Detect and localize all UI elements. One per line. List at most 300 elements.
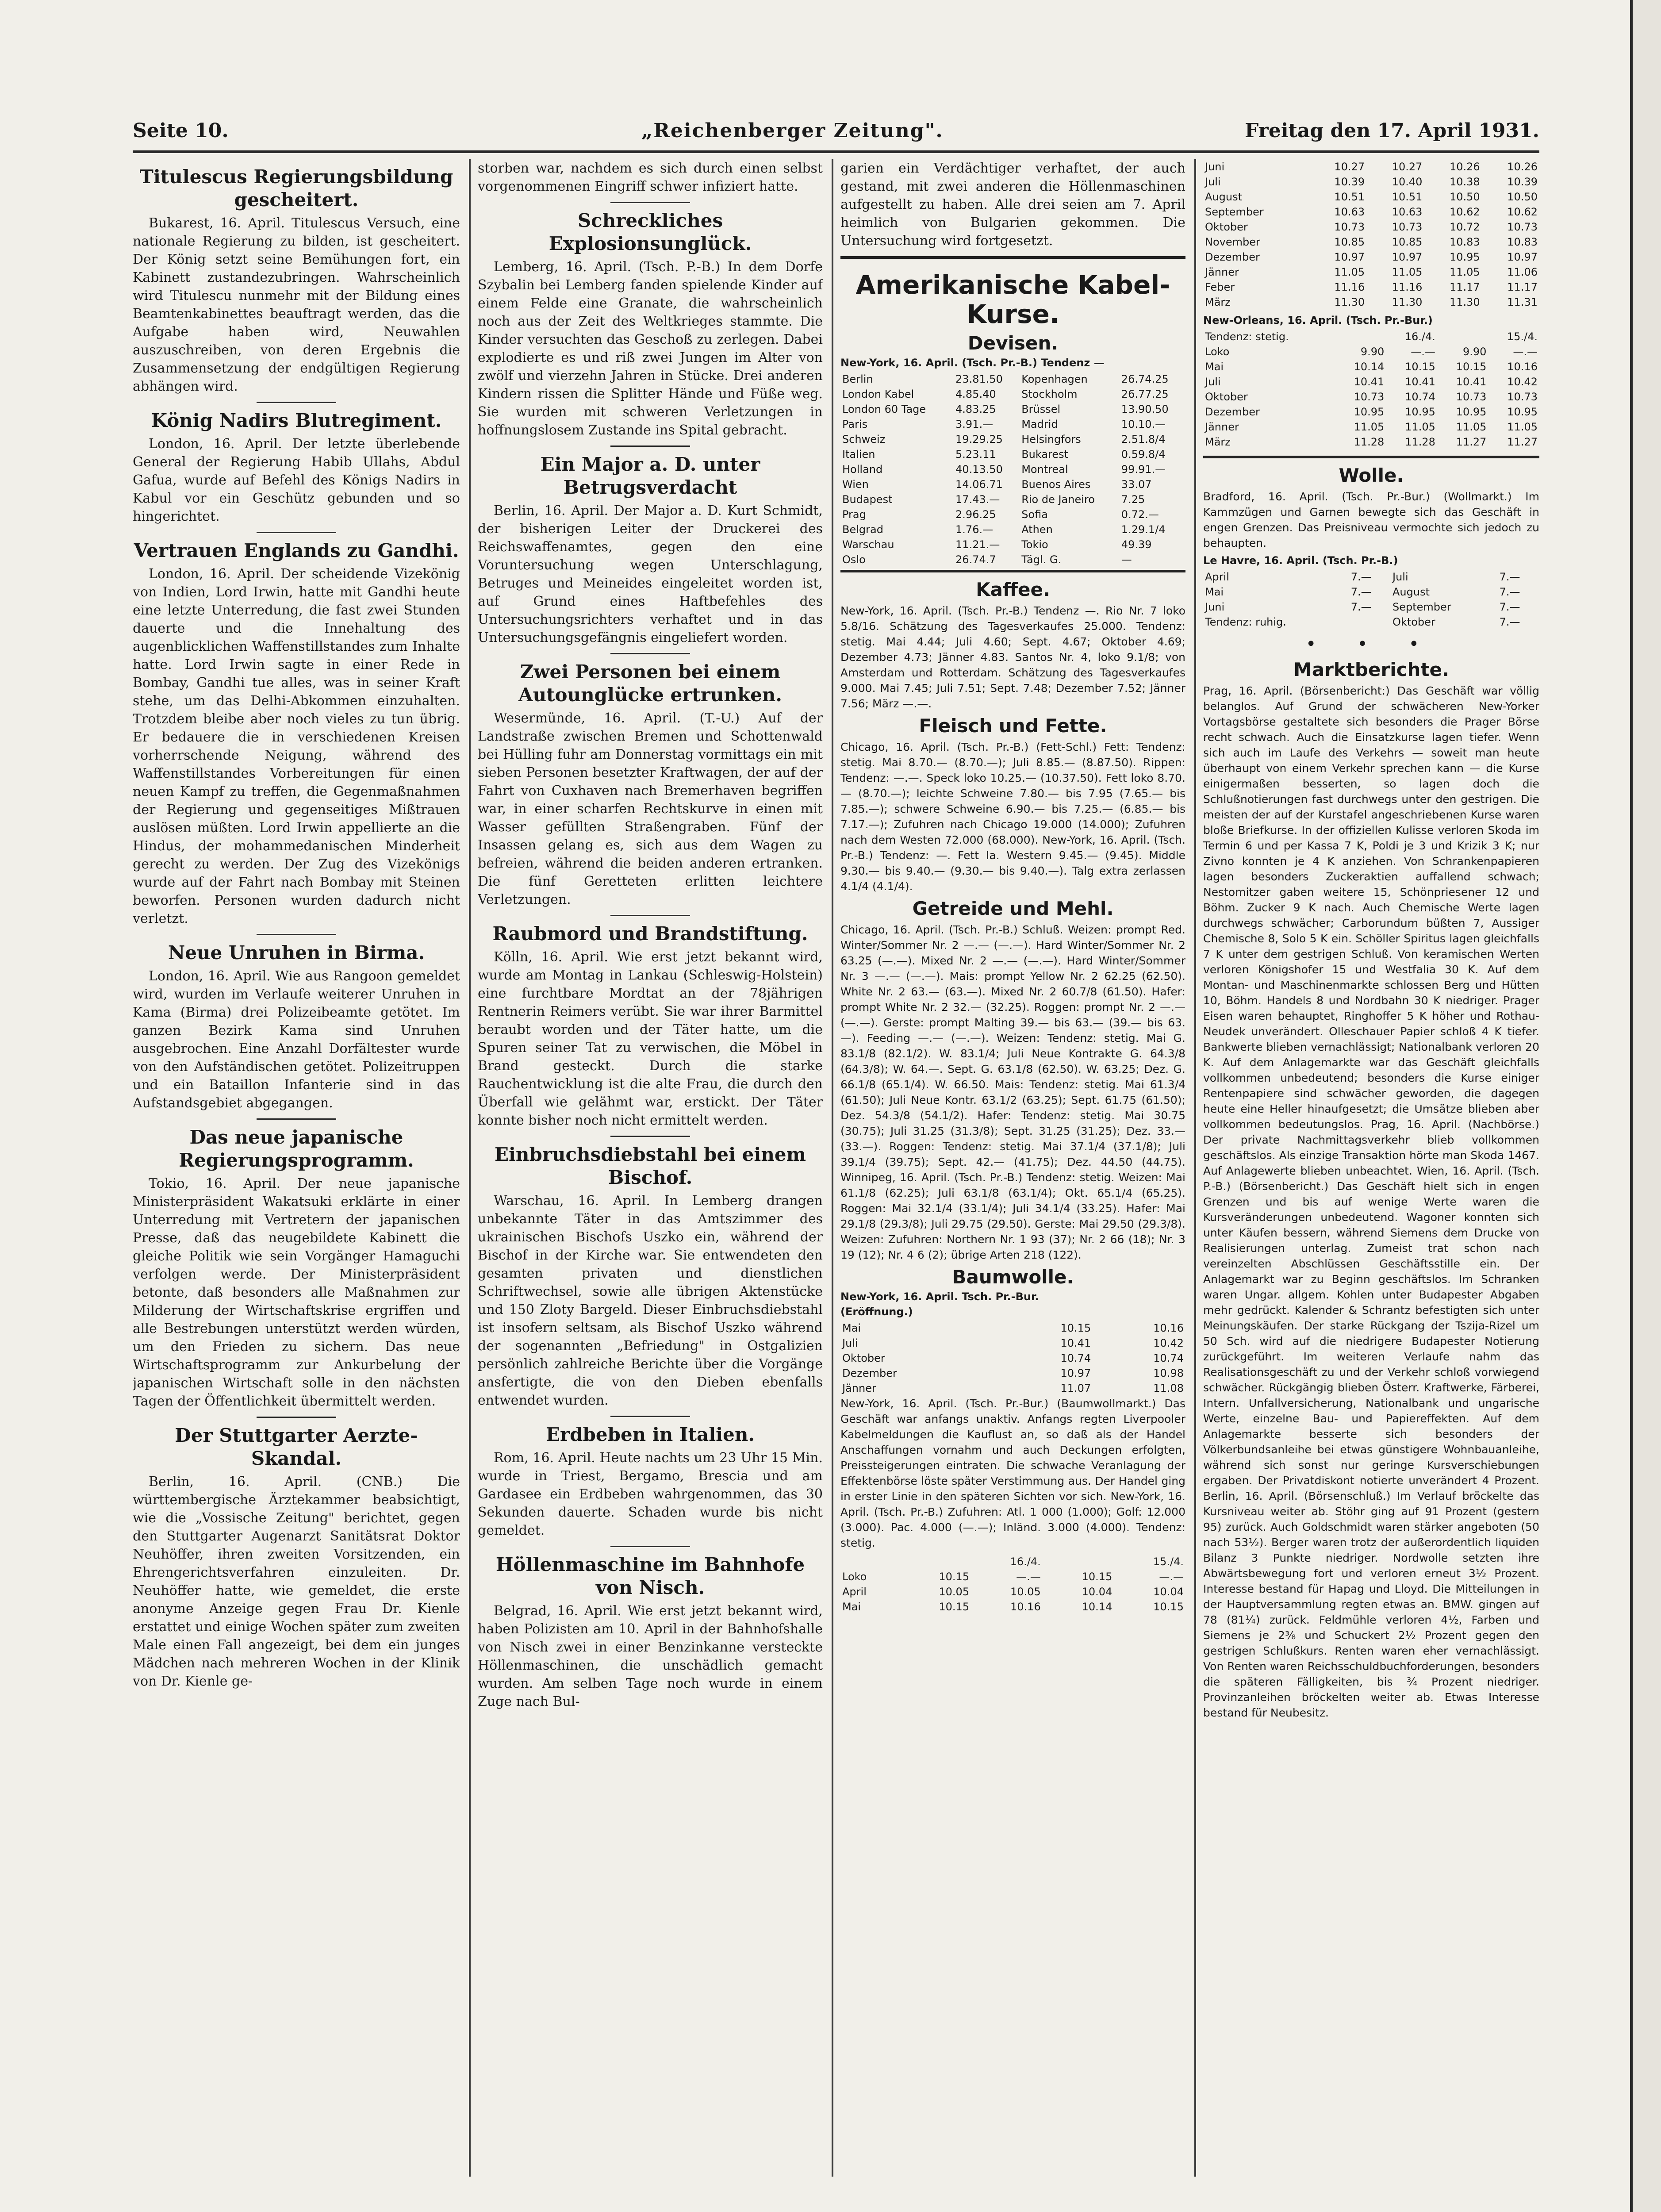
table-cell: Dezember xyxy=(1205,406,1260,418)
table-cell: 2.51.8/4 xyxy=(1121,433,1166,445)
table-cell: September xyxy=(1205,206,1264,218)
article-headline: Das neue japanische Regierungsprogramm. xyxy=(179,1126,414,1171)
table-cell: — xyxy=(1121,553,1132,566)
table-cell: 4.85.40 xyxy=(955,388,996,400)
article-headline: Ein Major a. D. unter Betrugsverdacht xyxy=(540,453,760,498)
table-cell: 10.16 xyxy=(1507,361,1538,373)
table-row xyxy=(840,1381,1185,1396)
table-cell: 11.05 xyxy=(1392,266,1423,278)
table-cell: 7.— xyxy=(1499,601,1520,613)
new-orleans-table xyxy=(1203,329,1539,449)
ornament-dots: • • • xyxy=(1305,634,1437,654)
table-cell: Rio de Janeiro xyxy=(1021,493,1095,506)
table-row xyxy=(1203,204,1539,219)
newspaper-title: „Reichenberger Zeitung". xyxy=(641,119,944,142)
table-cell: 19.29.25 xyxy=(955,433,1003,445)
kaffee-text: New-York, 16. April. (Tsch. Pr.-B.) Tendenz —. Rio Nr. 7 loko 5.8/16. Schätzung des Tagesverkaufes 25.000. Tendenz: stetig. Mai 4.44; Juli 4.60; Sept. 4.67; Oktober 4.69; Dezember 4.73; Jänner 4.83. Santos Nr. 4, loko 9.1/8; von Amsterdam und Rotterdam. Schätzung des Tagesverkaufes 9.000. Mai 7.45; Juli 7.51; Sept. 7.48; Dezember 7.52; Jänner 7.56; März —.—. xyxy=(840,604,1185,710)
table-row xyxy=(840,552,1185,567)
table-cell: 9.90 xyxy=(1360,346,1385,358)
table-row xyxy=(1203,219,1539,234)
table-row xyxy=(1203,374,1539,389)
table-cell: 11.16 xyxy=(1392,281,1423,293)
table-row xyxy=(840,1321,1185,1336)
table-cell: Feber xyxy=(1205,281,1235,293)
fleisch-title: Fleisch und Fette. xyxy=(919,715,1107,737)
table-row xyxy=(1203,599,1539,614)
table-cell: 10.51 xyxy=(1334,191,1365,203)
table-cell: 10.95 xyxy=(1354,406,1385,418)
table-cell: 10.15 xyxy=(1405,361,1435,373)
table-cell: 49.39 xyxy=(1121,538,1152,551)
table-cell: Mai xyxy=(842,1322,861,1334)
table-cell: 11.27 xyxy=(1507,436,1538,448)
table-row xyxy=(1203,359,1539,374)
table-cell: 11.05 xyxy=(1354,421,1385,433)
table-cell: 11.17 xyxy=(1507,281,1538,293)
table-cell: 10.05 xyxy=(939,1586,970,1598)
article-text: London, 16. April. Der letzte überlebende General der Regierung Habib Ullahs, Abdul Gafua, wurde auf Befehl des Königs Nadirs in Kabul vor ein Geschütz gebunden und so hingerichtet. xyxy=(133,436,460,524)
table-row xyxy=(1203,280,1539,295)
table-cell: 10.42 xyxy=(1507,376,1538,388)
table-cell: Oslo xyxy=(842,553,866,566)
table-cell: 7.— xyxy=(1499,586,1520,598)
table-cell: 0.59.8/4 xyxy=(1121,448,1166,461)
table-cell: 10.14 xyxy=(1082,1601,1112,1613)
table-cell: 10.10.— xyxy=(1121,418,1166,430)
table-cell: 10.62 xyxy=(1507,206,1538,218)
table-cell: 10.40 xyxy=(1392,176,1423,188)
getreide-title: Getreide und Mehl. xyxy=(912,898,1114,919)
table-cell: 11.30 xyxy=(1334,296,1365,308)
table-cell: Mai xyxy=(842,1601,861,1613)
table-cell: Buenos Aires xyxy=(1021,478,1091,491)
table-cell: Helsingfors xyxy=(1021,433,1081,445)
table-cell: Loko xyxy=(1205,346,1230,358)
table-cell: 10.95 xyxy=(1405,406,1435,418)
table-cell: 10.41 xyxy=(1060,1337,1091,1349)
kaffee-title: Kaffee. xyxy=(976,579,1050,600)
table-cell: Brüssel xyxy=(1021,403,1061,415)
table-row xyxy=(1203,174,1539,189)
table-cell: August xyxy=(1392,586,1430,598)
table-cell: London Kabel xyxy=(842,388,914,400)
table-cell: 40.13.50 xyxy=(955,463,1003,476)
table-cell: 26.77.25 xyxy=(1121,388,1169,400)
table-cell: 10.15 xyxy=(939,1601,970,1613)
separator xyxy=(610,1546,690,1547)
table-cell: Dezember xyxy=(1205,251,1260,263)
table-row xyxy=(840,417,1185,432)
table-cell: Berlin xyxy=(842,373,873,385)
article-text: Rom, 16. April. Heute nachts um 23 Uhr 15 Min. wurde in Triest, Bergamo, Brescia und am Gardasee ein Erdbeben wahrgenommen, das 30 Sekunden dauerte. Schaden wurde bis nicht gemeldet. xyxy=(478,1450,823,1538)
table-row xyxy=(840,432,1185,447)
table-cell: Tägl. G. xyxy=(1021,553,1062,566)
table-cell: 10.95 xyxy=(1449,251,1480,263)
column-3 xyxy=(840,159,1185,2177)
table-cell: 11.27 xyxy=(1456,436,1487,448)
table-cell: 14.06.71 xyxy=(955,478,1003,491)
table-cell: 10.04 xyxy=(1153,1586,1184,1598)
table-cell: 10.41 xyxy=(1405,376,1435,388)
table-cell: Oktober xyxy=(1205,221,1248,233)
table-row xyxy=(840,372,1185,387)
getreide-text: Chicago, 16. April. (Tsch. Pr.-B.) Schluß. Weizen: prompt Red. Winter/Sommer Nr. 2 —.— (—.—). Hard Winter/Sommer Nr. 2 63.25 (—.—). Mixed Nr. 2 —.— (—.—). Hard Winter/Sommer Nr. 3 —.— (—.—). Mais: prompt Yellow Nr. 2 62.25 (62.50). White Nr. 2 63.— (63.—). Mixed Nr. 2 60.7/8 (61.50). Hafer: prompt White Nr. 2 32.— (32.25). Roggen: prompt Nr. 2 —.— (—.—). Gerste: prompt Malting 39.— bis 63.— (39.— bis 63.—). Feeding —.— (—.—). Weizen: Tendenz: stetig. Mai G. 83.1/8 (82.1/2). W. 83.1/4; Juli Neue Kontrakte G. 64.3/8 (64.3/8); W. 64.—. Sept. G. 63.1/8 (62.50). W. 63.25; Dez. G. 66.1/8 (65.1/4). W. 66.50. Mais: Tendenz: stetig. Mai 61.3/4 (61.50); Juli Neue Kontr. 63.1/2 (63.25); Sept. 61.75 (61.50); Dez. 54.3/8 (54.1/2). Hafer: Tendenz: stetig. Mai 30.75 (30.75); Juli 31.25 (31.3/8); Sept. 31.25 (31.25); Dez. 33.— (33.—). Roggen: Tendenz: stetig. Mai 37.1/4 (37.1/8); Juli 39.1/4 (39.75); Sept. 42.— (41.75); Dez. 44.50 (44.75). Winnipeg, 16. April. (Tsch. Pr.-B.) Tendenz: stetig. Weizen: Mai 61.1/8 (62.25); Juli 63.1/8 (63.1/4); Okt. 65.1/4 (65.25). Roggen: Mai 32.1/4 (33.1/4); Juli 34.1/4 (33.25). Hafer: Mai 29.1/8 (29.3/8); Juli 29.75 (29.50). Gerste: Mai 29.50 (29.3/8). Weizen: Zufuhren: Northern Nr. 1 93 (37); Nr. 2 66 (18); Nr. 3 19 (12); Nr. 4 6 (2); übrige Arten 218 (122). xyxy=(840,923,1185,1261)
table-cell: 11.28 xyxy=(1354,436,1385,448)
table-cell: 10.83 xyxy=(1449,236,1480,248)
article-headline: Der Stuttgarter Aerzte-Skandal. xyxy=(175,1425,418,1469)
table-row xyxy=(840,1599,1185,1614)
table-cell: Tendenz: ruhig. xyxy=(1205,616,1286,628)
table-cell: 7.— xyxy=(1350,571,1372,583)
section-title: Amerikanische Kabel-Kurse. xyxy=(855,270,1170,329)
cotton-months-table xyxy=(1203,159,1539,310)
table-cell: 10.63 xyxy=(1392,206,1423,218)
separator xyxy=(610,202,690,203)
table-cell: 10.15 xyxy=(1082,1571,1112,1583)
markt-text: Prag, 16. April. (Börsenbericht:) Das Geschäft war völlig belanglos. Auf Grund der schwächeren New-Yorker Vortagsbörse gestaltete sich besonders die Prager Börse recht schwach. Auch die Einsatzkurse lagen tiefer. Wenn sich auch im Laufe des Verkehrs — soweit man heute überhaupt von einem Verkehr sprechen kann — die Kurse einigermaßen besserten, so lagen doch die Schlußnotierungen fast durchwegs unter den gestrigen. Die meisten der auf der Kurstafel angeschriebenen Kurse waren bloße Briefkurse. In der offiziellen Kulisse verloren Skoda im Termin 6 und per Kassa 7 K, Poldi je 3 und Krizik 3 K; nur Zivno konnten je 4 K anziehen. Von Schrankenpapieren lagen besonders Zuckeraktien auffallend schwach; Nestomitzer gaben weitere 15, Schönpriesener 12 und Böhm. Zucker 9 K nach. Auch Chemische Werte lagen durchwegs schwächer; Carborundum büßten 7, Aussiger Chemische 8, Solo 5 K ein. Schöller Spiritus lagen gleichfalls 7 K unter dem gestrigen Schluß. Von keramischen Werten verloren Königshofer 15 und Westfalia 30 K. Auf dem Montan- und Maschinenmarkte schlossen Berg und Hütten 10, Böhm. Handels 8 und Nordbahn 30 K niedriger. Prager Eisen waren behauptet, Ringhoffer 5 K höher und Rothau-Neudek unverändert. Olleschauer Papier schloß 4 K tiefer. Bankwerte blieben vernachlässigt; Nationalbank verloren 20 K. Auf dem Anlagemarkte war das Geschäft gleichfalls vollkommen unbedeutend; besonders die Kurse einiger Rentenpapiere sind schwächer geworden, die dagegen heute eine Heller hinaufgesetzt; die Umsätze blieben aber vollkommen bedeutungslos. Prag, 16. April. (Nachbörse.) Der private Nachmittagsverkehr blieb vollkommen geschäftslos. Als einzige Transaktion hörte man Skoda 1467. Auf Anlagewerte blieben unbeachtet. Wien, 16. April. (Tsch. P.-B.) (Börsenbericht.) Das Geschäft hielt sich in engen Grenzen und bis auf wenige Werte waren die Kursveränderungen unbedeutend. Wagoner konnten sich unter Käufen bessern, während Siemens dem Drucke von Realisierungen unterlag. Zumeist trat schon nach vereinzelten Abschlüssen Geschäftsstille ein. Der Anlagemarkt war zu Beginn geschäftslos. Im Schranken waren Ungar. allgem. Kohlen unter Budapester Abgaben mehr gedrückt. Kalender & Schrantz befestigten sich unter Meinungskäufen. Der starke Rückgang der Tszija-Rizel um 50 Sch. wird auf die niedrigere Budapester Notierung zurückgeführt. Im weiteren Verlaufe nahm das Realisationsgeschäft zu und der Verkehr schloß vorwiegend schwächer. Rückgängig blieben Österr. Kraftwerke, Färberei, Intern. Unfallversicherung, Nationalbank und ungarische Werte, einzelne Bau- und Papiereffekten. Auf dem Anlagemarkte besserte sich besonders der Völkerbundsanleihe bei etwas günstigere Wohnbauanleihe, während sich sonst nur geringe Kursverschiebungen ergaben. Der Privatdiskont notierte unverändert 4 Prozent. Berlin, 16. April. (Börsenschluß.) Im Verlauf bröckelte das Kursniveau weiter ab. Stöhr ging auf 91 Prozent (gestern 95) zurück. Auch Goldschmidt waren stärker angeboten (50 nach 53½). Berger waren trotz der außerordentlich liquiden Bilanz 3 Punkte niedriger. Nordwolle setzten ihre Abwärtsbewegung fort und verloren erneut 3½ Prozent. Interesse bestand für Hapag und Lloyd. Die Mitteilungen in der Hauptversammlung regten etwas an. BMW. gingen auf 78 (81¼) zurück. Feldmühle verloren 4½, Farben und Siemens je 2⅜ und Schuckert 2½ Prozent gegen den gestrigen Schlußkurs. Renten waren eher vernachlässigt. Von Renten waren Reichsschuldbuchforderungen, besonders die späteren Fälligkeiten, bis ¾ Prozent niedriger. Provinzanleihen bröckelten weiter ab. Etwas Interesse bestand für Neubesitz. xyxy=(1203,684,1539,1719)
table-cell: 1.76.— xyxy=(955,523,994,536)
table-cell: 9.90 xyxy=(1462,346,1487,358)
wolle-text: Bradford, 16. April. (Tsch. Pr.-Bur.) (Wollmarkt.) Im Kammzügen und Garnen bewegte sich das Geschäft in engen Grenzen. Das Preisniveau vermochte sich jedoch zu behaupten. xyxy=(1203,490,1539,549)
table-cell: Oktober xyxy=(1392,616,1435,628)
table-cell: 10.51 xyxy=(1392,191,1423,203)
header-rule xyxy=(133,150,1539,153)
table-cell: Madrid xyxy=(1021,418,1058,430)
table-cell: 26.74.25 xyxy=(1121,373,1169,385)
separator xyxy=(610,445,690,447)
table-cell: 10.41 xyxy=(1354,376,1385,388)
table-cell: 11.16 xyxy=(1334,281,1365,293)
table-cell: 10.38 xyxy=(1449,176,1480,188)
table-row xyxy=(840,507,1185,522)
article-text: Berlin, 16. April. Der Major a. D. Kurt Schmidt, der bisherigen Leiter der Druckerei des Reichswaffenamtes, gegen den eine Voruntersuchung wegen Unterschlagung, Betruges und Meineides eingeleitet worden ist, auf Grund eines Haftbefehles des Untersuchungsrichters verhaftet und in das Untersuchungsgefängnis eingeliefert worden. xyxy=(478,503,823,645)
table-cell: Schweiz xyxy=(842,433,886,445)
table-cell: Juni xyxy=(1205,161,1225,173)
article-text: Belgrad, 16. April. Wie erst jetzt bekannt wird, haben Polizisten am 10. April in der Bahnhofshalle von Nisch zwei in einer Benzinkanne versteckte Höllenmaschinen, die unschädlich gemacht wurden. Am selben Tage noch wurde in einem Zuge nach Bul- xyxy=(478,1603,823,1709)
table-row xyxy=(840,1351,1185,1366)
table-cell: April xyxy=(1205,571,1229,583)
masthead xyxy=(133,119,1539,155)
devisen-title: Devisen. xyxy=(967,332,1059,354)
article-headline: Neue Unruhen in Birma. xyxy=(168,942,425,964)
table-cell: Wien xyxy=(842,478,869,491)
table-row xyxy=(840,537,1185,552)
column-rule xyxy=(1194,159,1196,2177)
table-cell: 10.63 xyxy=(1334,206,1365,218)
table-cell: 10.97 xyxy=(1507,251,1538,263)
table-cell: Juli xyxy=(842,1337,858,1349)
table-cell: 33.07 xyxy=(1121,478,1152,491)
table-cell: 10.73 xyxy=(1507,391,1538,403)
table-cell: Tokio xyxy=(1021,538,1048,551)
table-row xyxy=(1203,419,1539,434)
table-cell: September xyxy=(1392,601,1451,613)
table-cell: 11.28 xyxy=(1405,436,1435,448)
separator xyxy=(610,1136,690,1137)
fleisch-text: Chicago, 16. April. (Tsch. Pr.-B.) (Fett-Schl.) Fett: Tendenz: stetig. Mai 8.70.— (8.70.—); Juli 8.85.— (8.87.50). Rippen: Tendenz: —.—. Speck loko 10.25.— (10.37.50). Fett loko 8.70.— (8.70.—); leichte Schweine 7.80.— bis 7.95 (7.65.— bis 7.85.—); schwere Schweine 6.90.— bis 7.25.— (6.85.— bis 7.17.—); Zufuhren nach Chicago 19.000 (14.000); Zufuhren nach dem Westen 72.000 (68.000). New-York, 16. April. (Tsch. Pr.-B.) Tendenz: —. Fett Ia. Western 9.45.— (9.45). Middle 9.30.— bis 9.40.— (9.30.— bis 9.40.—). Talg extra zerlassen 4.1/4 (4.1/4). xyxy=(840,741,1185,893)
table-cell: 10.74 xyxy=(1405,391,1435,403)
table-row xyxy=(1203,434,1539,449)
table-cell: 10.14 xyxy=(1354,361,1385,373)
table-cell: 17.43.— xyxy=(955,493,1000,506)
table-row xyxy=(1203,250,1539,265)
table-cell: 13.90.50 xyxy=(1121,403,1169,415)
table-cell: Kopenhagen xyxy=(1021,373,1088,385)
table-cell: 7.— xyxy=(1499,571,1520,583)
table-cell: 10.85 xyxy=(1392,236,1423,248)
article-text: Berlin, 16. April. (CNB.) Die württembergische Ärztekammer beabsichtigt, wie die „Vossische Zeitung" berichtet, gegen den Stuttgarter Augenarzt Sanitätsrat Doktor Neuhöffer, ihren zweiten Vorsitzenden, ein Ehrengerichtsverfahren einzuleiten. Dr. Neuhöffer hatte, wie gemeldet, die erste anonyme Anzeige gegen Frau Dr. Kienle erstattet und einige Wochen später zum zweiten Male einen Fall angezeigt, bei dem ein junges Mädchen nach mehreren Wochen in der Klinik von Dr. Kienle ge- xyxy=(133,1474,460,1689)
table-cell: Holland xyxy=(842,463,883,476)
table-cell: 10.72 xyxy=(1449,221,1480,233)
table-cell: 10.73 xyxy=(1334,221,1365,233)
article-text: Warschau, 16. April. In Lemberg drangen unbekannte Täter in das Amtszimmer des ukrainischen Bischofs Uszko ein, während der Bischof in der Kirche war. Sie entwendeten den gesamten privaten und dienstlichen Schriftwechsel, sowie alle übrigen Aktenstücke und 150 Zloty Bargeld. Dieser Einbruchsdiebstahl ist insofern seltsam, als Bischof Uszko während der sogenannten „Befriedung" in Ostgalizien persönlich zahlreiche Berichte über die Vorgänge ansfertigte, die von den Dieben ebenfalls entwendet wurden. xyxy=(478,1193,823,1408)
table-row xyxy=(840,462,1185,477)
table-row xyxy=(840,1366,1185,1381)
table-cell: August xyxy=(1205,191,1242,203)
table-cell: 0.72.— xyxy=(1121,508,1159,521)
devisen-head: New-York, 16. April. (Tsch. Pr.-B.) Tendenz — xyxy=(840,357,1105,369)
article-headline: Titulescus Regierungsbildung gescheitert. xyxy=(139,166,453,211)
table-cell: Athen xyxy=(1021,523,1053,536)
table-cell: 10.73 xyxy=(1456,391,1487,403)
table-cell: 11.31 xyxy=(1507,296,1538,308)
article-headline: Höllenmaschine im Bahnhofe von Nisch. xyxy=(495,1554,805,1598)
table-row xyxy=(1203,189,1539,204)
table-cell: Jänner xyxy=(842,1382,876,1394)
separator xyxy=(257,934,336,935)
col-head: 16./4. xyxy=(1404,330,1435,343)
table-cell: 10.15 xyxy=(1456,361,1487,373)
column-1 xyxy=(133,159,460,2177)
table-cell: Italien xyxy=(842,448,875,461)
baumwolle-title: Baumwolle. xyxy=(952,1266,1074,1288)
column-rule xyxy=(469,159,471,2177)
table-cell: 7.25 xyxy=(1121,493,1145,506)
separator xyxy=(257,1417,336,1418)
table-cell: —.— xyxy=(1016,1571,1041,1583)
table-cell: Dezember xyxy=(842,1367,897,1379)
column-2 xyxy=(478,159,823,2177)
table-cell: 10.42 xyxy=(1153,1337,1184,1349)
table-cell: März xyxy=(1205,296,1231,308)
baumwolle-loko-table xyxy=(840,1554,1185,1614)
table-cell: Warschau xyxy=(842,538,894,551)
table-cell: 10.73 xyxy=(1354,391,1385,403)
table-cell: 11.30 xyxy=(1392,296,1423,308)
table-cell: 10.74 xyxy=(1153,1352,1184,1364)
table-cell: London 60 Tage xyxy=(842,403,926,415)
table-cell: 1.29.1/4 xyxy=(1121,523,1166,536)
havre-head: Le Havre, 16. April. (Tsch. Pr.-B.) xyxy=(1203,554,1398,567)
table-cell: 99.91.— xyxy=(1121,463,1166,476)
table-cell: Loko xyxy=(842,1571,867,1583)
article-headline: Erdbeben in Italien. xyxy=(545,1424,755,1445)
table-row xyxy=(840,1584,1185,1599)
table-row xyxy=(840,522,1185,537)
table-cell: 10.97 xyxy=(1334,251,1365,263)
table-cell: 10.50 xyxy=(1507,191,1538,203)
col-head: 16./4. xyxy=(1010,1555,1041,1568)
table-cell: 7.— xyxy=(1350,586,1372,598)
table-cell: Montreal xyxy=(1021,463,1068,476)
table-cell: —.— xyxy=(1159,1571,1184,1583)
table-cell xyxy=(1349,614,1391,630)
separator xyxy=(610,653,690,654)
table-cell: Sofia xyxy=(1021,508,1048,521)
separator xyxy=(610,915,690,916)
table-cell: 11.08 xyxy=(1153,1382,1184,1394)
table-cell: 10.83 xyxy=(1507,236,1538,248)
table-cell: Juni xyxy=(1205,601,1225,613)
table-row xyxy=(1203,614,1539,630)
table-row xyxy=(840,477,1185,492)
table-cell: 10.26 xyxy=(1449,161,1480,173)
table-cell: 10.97 xyxy=(1392,251,1423,263)
separator xyxy=(257,532,336,533)
table-row xyxy=(1203,389,1539,404)
table-cell: 10.39 xyxy=(1507,176,1538,188)
article-headline: König Nadirs Blutregiment. xyxy=(151,410,442,431)
table-cell: 11.05 xyxy=(1449,266,1480,278)
table-cell: Paris xyxy=(842,418,868,430)
col-head: 15./4. xyxy=(1507,330,1538,343)
issue-date: Freitag den 17. April 1931. xyxy=(1245,119,1539,142)
table-cell: 11.30 xyxy=(1449,296,1480,308)
table-row xyxy=(1203,234,1539,250)
table-cell: 10.15 xyxy=(1153,1601,1184,1613)
baumwolle-sub: (Eröffnung.) xyxy=(840,1306,913,1318)
table-cell: April xyxy=(842,1586,867,1598)
article-text: London, 16. April. Wie aus Rangoon gemeldet wird, wurden im Verlaufe weiterer Unruhen in Kama (Birma) drei Polizeibeamte getötet. Im ganzen Bezirk Kama sind Unruhen ausgebrochen. Eine Anzahl Dorfältester wurde von den Aufständischen getötet. Polizeitruppen und ein Bataillon Infanterie sind in das Aufstandsgebiet abgegangen. xyxy=(133,968,460,1111)
table-cell: 10.95 xyxy=(1456,406,1487,418)
table-cell: Oktober xyxy=(1205,391,1248,403)
table-cell: 2.96.25 xyxy=(955,508,996,521)
table-cell: 10.16 xyxy=(1153,1322,1184,1334)
table-cell: 10.73 xyxy=(1507,221,1538,233)
table-cell: 26.74.7 xyxy=(955,553,996,566)
separator xyxy=(257,1118,336,1120)
table-cell: 10.26 xyxy=(1507,161,1538,173)
table-cell: Juli xyxy=(1205,176,1221,188)
table-cell: 7.— xyxy=(1499,616,1520,628)
article-headline: Schreckliches Explosionsunglück. xyxy=(549,210,752,254)
article-text: garien ein Verdächtiger verhaftet, der auch gestand, mit zwei anderen die Höllenmaschinen aufgestellt zu haben. Alle drei seien am 7. April heimlich von Bulgarien gekommen. Die Untersuchung wird fortgesetzt. xyxy=(840,161,1185,249)
table-cell: 10.97 xyxy=(1060,1367,1091,1379)
table-cell: 11.06 xyxy=(1507,266,1538,278)
col-head: 15./4. xyxy=(1153,1555,1184,1568)
devisen-table xyxy=(840,372,1185,567)
table-cell: 11.05 xyxy=(1456,421,1487,433)
table-cell: November xyxy=(1205,236,1260,248)
table-cell: 10.41 xyxy=(1456,376,1487,388)
table-cell: —.— xyxy=(1411,346,1435,358)
table-cell: Juli xyxy=(1392,571,1408,583)
table-cell: 10.85 xyxy=(1334,236,1365,248)
table-cell: 11.05 xyxy=(1334,266,1365,278)
wolle-title: Wolle. xyxy=(1339,465,1404,486)
table-cell: 10.95 xyxy=(1507,406,1538,418)
table-cell: 10.39 xyxy=(1334,176,1365,188)
table-row xyxy=(840,387,1185,402)
table-cell: Bukarest xyxy=(1021,448,1069,461)
table-cell: 10.05 xyxy=(1010,1586,1041,1598)
markt-title: Marktberichte. xyxy=(1293,659,1449,680)
article-headline: Vertrauen Englands zu Gandhi. xyxy=(134,540,459,561)
table-cell: 11.07 xyxy=(1060,1382,1091,1394)
tendenz: Tendenz: stetig. xyxy=(1205,330,1289,343)
table-cell: Jänner xyxy=(1205,266,1239,278)
table-cell: Mai xyxy=(1205,361,1224,373)
kabel-kurse-box xyxy=(840,256,1185,572)
table-cell: März xyxy=(1205,436,1231,448)
table-row xyxy=(1203,295,1539,310)
table-cell: 10.16 xyxy=(1010,1601,1041,1613)
column-rule xyxy=(832,159,833,2177)
table-row xyxy=(1203,404,1539,419)
havre-table xyxy=(1203,569,1539,630)
table-cell: 10.27 xyxy=(1392,161,1423,173)
table-row xyxy=(840,1336,1185,1351)
table-cell: 5.23.11 xyxy=(955,448,996,461)
baumwolle-head: New-York, 16. April. Tsch. Pr.-Bur. xyxy=(840,1290,1039,1303)
column-4 xyxy=(1203,159,1539,2177)
article-text: Tokio, 16. April. Der neue japanische Ministerpräsident Wakatsuki erklärte in einer Unterredung mit Vertretern der japanischen Presse, daß das neugebildete Kabinett die gleiche Politik wie sein Vorgänger Hamaguchi verfolgen werde. Der Ministerpräsident betonte, daß besonders alle Maßnahmen zur Milderung der Wirtschaftskrise ergriffen und alle Bestrebungen unterstützt werden würden, um den Frieden zu sichern. Das neue Wirtschaftsprogramm zur Ankurbelung der japanischen Wirtschaft solle in den nächsten Tagen der Öffentlichkeit übermittelt werden. xyxy=(133,1176,460,1409)
baumwolle-text: New-York, 16. April. (Tsch. Pr.-Bur.) (Baumwollmarkt.) Das Geschäft war anfangs unaktiv. Anfangs regten Liverpooler Kabelmeldungen die Kauflust an, so daß als der Handel Anschaffungen vornahm und auch Deckungen erfolgten, Preissteigerungen eintraten. Die schwache Veranlagung der Effektenbörse löste später Verstimmung aus. Der Handel ging in erster Linie in den späteren Sichten vor sich. New-York, 16. April. (Tsch. Pr.-B.) Zufuhren: Atl. 1 000 (1.000); Golf: 12.000 (3.000). Pac. 4.000 (—.—); Inländ. 3.000 (4.000). Tendenz: stetig. xyxy=(840,1397,1185,1549)
table-cell: 10.15 xyxy=(1060,1322,1091,1334)
table-cell: 10.62 xyxy=(1449,206,1480,218)
table-cell: 11.05 xyxy=(1507,421,1538,433)
table-cell: Prag xyxy=(842,508,866,521)
table-cell: 10.50 xyxy=(1449,191,1480,203)
table-row xyxy=(840,492,1185,507)
table-cell: 7.— xyxy=(1350,601,1372,613)
page-number: Seite 10. xyxy=(133,119,229,142)
table-cell: 11.17 xyxy=(1449,281,1480,293)
article-text: storben war, nachdem es sich durch einen selbst vorgenommenen Eingriff schwer infiziert hatte. xyxy=(478,161,823,194)
table-cell: Budapest xyxy=(842,493,893,506)
wolle-divider xyxy=(1203,456,1539,458)
new-orleans-head: New-Orleans, 16. April. (Tsch. Pr.-Bur.) xyxy=(1203,314,1433,326)
article-headline: Zwei Personen bei einem Autounglücke ertrunken. xyxy=(518,661,782,706)
table-cell: 11.21.— xyxy=(955,538,1000,551)
table-row xyxy=(840,1569,1185,1584)
table-cell: —.— xyxy=(1513,346,1538,358)
separator xyxy=(257,402,336,403)
table-row xyxy=(1203,159,1539,174)
table-cell: 10.04 xyxy=(1082,1586,1112,1598)
table-cell: 10.73 xyxy=(1392,221,1423,233)
article-text: Kölln, 16. April. Wie erst jetzt bekannt wird, wurde am Montag in Lankau (Schleswig-Holstein) eine furchtbare Mordtat an der 78jährigen Rentnerin Reimers verübt. Sie war ihrer Barmittel beraubt worden und der Täter hatte, um die Spuren seiner Tat zu verwischen, die Möbel in Brand gesteckt. Durch die starke Rauchentwicklung ist die alte Frau, die durch den Überfall wie gelähmt war, erstickt. Der Täter konnte bisher noch nicht ermittelt werden. xyxy=(478,949,823,1128)
article-headline: Raubmord und Brandstiftung. xyxy=(492,923,808,945)
table-row xyxy=(1203,569,1539,584)
article-text: Wesermünde, 16. April. (T.-U.) Auf der Landstraße zwischen Bremen und Schottenwald bei Hülling fuhr am Donnerstag vormittags ein mit sieben Personen besetzter Kraftwagen, der auf der Fahrt von Cuxhaven nach Bremerhaven begriffen war, in einer scharfen Rechtskurve in einen mit Wasser gefüllten Straßengraben. Fünf der Insassen gelang es, sich aus dem Wagen zu befreien, während die beiden anderen ertranken. Die fünf Geretteten erlitten leichtere Verletzungen. xyxy=(478,710,823,907)
table-cell: Jänner xyxy=(1205,421,1239,433)
article-headline: Einbruchsdiebstahl bei einem Bischof. xyxy=(494,1144,806,1188)
table-cell: Mai xyxy=(1205,586,1224,598)
table-cell: 3.91.— xyxy=(955,418,994,430)
table-cell: 10.15 xyxy=(939,1571,970,1583)
table-row xyxy=(1203,265,1539,280)
table-cell: Oktober xyxy=(842,1352,885,1364)
table-cell: 10.74 xyxy=(1060,1352,1091,1364)
table-row xyxy=(840,447,1185,462)
baumwolle-table xyxy=(840,1321,1185,1396)
adjacent-page-edge xyxy=(1630,0,1661,2212)
table-cell: Belgrad xyxy=(842,523,883,536)
table-cell: 23.81.50 xyxy=(955,373,1003,385)
table-cell: 11.05 xyxy=(1405,421,1435,433)
article-text: London, 16. April. Der scheidende Vizekönig von Indien, Lord Irwin, hatte mit Gandhi heute eine letzte Unterredung, die fast zwei Stunden dauerte und die Innehaltung des augenblicklichen Waffenstillstandes zum Inhalte hatte. Lord Irwin sagte in einer Rede in Bombay, Gandhi tue alles, was in seiner Kraft stehe, um das Delhi-Abkommen einzuhalten. Trotzdem bleibe aber noch vieles zu tun übrig. Er bedauere die in verschiedenen Kreisen vorherrschende Neigung, während des Waffenstillstandes Vorbereitungen für einen neuen Kampf zu treffen, die Gegenmaßnahmen der Regierung und gegenseitiges Mißtrauen auslösen müßten. Lord Irwin appellierte an die Hindus, der mohammedanischen Minderheit gerecht zu werden. Der Zug des Vizekönigs wurde auf der Fahrt nach Bombay mit Steinen beworfen. Personen wurden dadurch nicht verletzt. xyxy=(133,566,460,926)
